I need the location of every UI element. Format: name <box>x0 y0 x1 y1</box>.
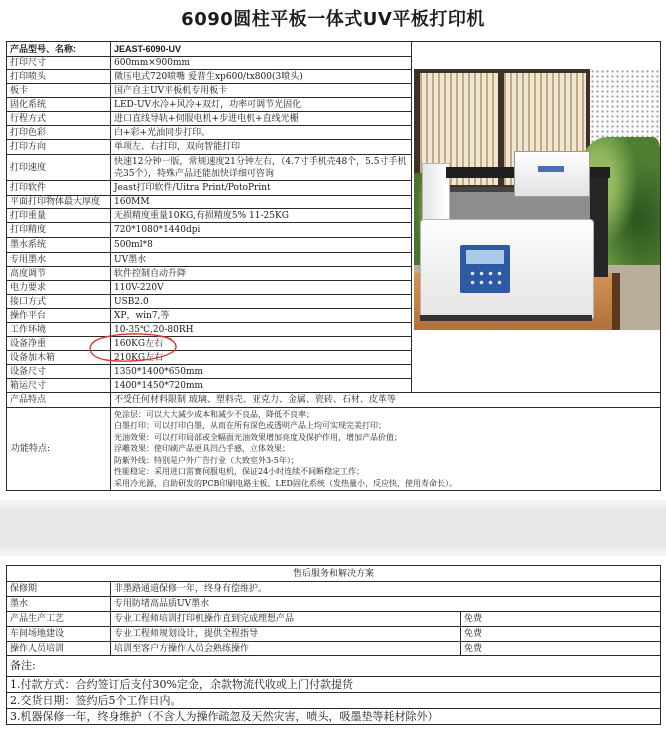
function-line: 白墨打印：可以打印白墨，从而在所有深色或透明产品上均可实现完美打印； <box>114 421 386 431</box>
spec-label: 板卡 <box>7 84 111 98</box>
model-label: 产品型号、名称: <box>7 42 111 57</box>
panel-screen <box>466 250 504 264</box>
features-value: 不受任何材料限制 玻璃、塑料壳、亚克力、金属、瓷砖、石材、皮革等 <box>111 393 661 408</box>
printer-base <box>420 315 592 321</box>
spec-value: 110V-220V <box>111 281 412 295</box>
service-label: 操作人员培训 <box>7 642 111 656</box>
service-title: 售后服务和解决方案 <box>7 566 661 582</box>
printer-carriage <box>514 151 590 197</box>
spec-value: 软件控制自动升降 <box>111 267 412 281</box>
spec-value: 单项左、右打印，双向智能打印 <box>111 140 412 155</box>
spec-value: 进口直线导轨+伺服电机+步进电机+直线光栅 <box>111 112 412 126</box>
note-delivery: 2.交货日期：签约后5个工作日内。 <box>7 693 661 709</box>
spec-label: 固化系统 <box>7 98 111 112</box>
spec-value: 1400*1450*720mm <box>111 379 412 393</box>
service-value: 非墨路通道保修一年，终身有偿维护。 <box>111 582 661 597</box>
function-line: 防紫外线：特别是户外广告行业（大致室外3-5年）； <box>114 455 299 465</box>
spec-value: 500ml*8 <box>111 238 412 253</box>
note-payment: 1.付款方式：合约签订后支付30%定金，余款物流代收或上门付款提货 <box>7 677 661 693</box>
spec-value: USB2.0 <box>111 295 412 309</box>
page-separator <box>0 500 666 556</box>
spec-label: 工作环境 <box>7 323 111 337</box>
spec-value: XP，win7,等 <box>111 309 412 323</box>
spec-value: 无损精度重量10KG,有损精度5% 11-25KG <box>111 209 412 223</box>
spec-label: 打印色彩 <box>7 126 111 140</box>
spec-label: 设备净重 <box>7 337 111 351</box>
function-line: 免涂层：可以大大减少成本和减少不良品，降低不良率； <box>114 409 314 419</box>
service-value: 专业工程师培训打印机操作直到完成理想产品 <box>111 612 461 627</box>
table-leg <box>612 273 620 330</box>
spec-label: 操作平台 <box>7 309 111 323</box>
spec-label: 墨水系统 <box>7 238 111 253</box>
spec-value: 10-35℃,20-80RH <box>111 323 412 337</box>
spec-value: 快速12分钟一版，常规速度21分钟左右，（4.7寸手机壳48个，5.5寸手机壳35个），特殊产品还能加快详细可咨询 <box>111 155 412 181</box>
spec-label: 打印重量 <box>7 209 111 223</box>
spec-value: 160MM <box>111 196 412 209</box>
service-label: 墨水 <box>7 597 111 612</box>
service-fee: 免费 <box>461 642 661 656</box>
notes-label: 备注: <box>7 656 661 677</box>
spec-label: 打印尺寸 <box>7 57 111 70</box>
spec-value: 720*1080*1440dpi <box>111 223 412 238</box>
service-fee: 免费 <box>461 627 661 642</box>
spec-label: 打印方向 <box>7 140 111 155</box>
spec-value: 600mm×900mm <box>111 57 412 70</box>
spec-value: UV墨水 <box>111 253 412 267</box>
spec-value: 210KG左右 <box>111 351 412 365</box>
spec-label: 打印精度 <box>7 223 111 238</box>
service-row-production-process <box>7 612 661 627</box>
spec-label: 行程方式 <box>7 112 111 126</box>
spec-label: 打印速度 <box>7 155 111 181</box>
functions-list <box>111 408 661 491</box>
spec-row-functions <box>7 408 661 491</box>
spec-label: 设备加木箱 <box>7 351 111 365</box>
spec-label: 设备尺寸 <box>7 365 111 379</box>
service-row-workshop-setup <box>7 627 661 642</box>
printer-photo <box>414 69 660 330</box>
carriage-logo <box>538 166 564 172</box>
spec-label: 平面打印物体最大厚度 <box>7 196 111 209</box>
service-title-row <box>7 566 661 582</box>
note-warranty: 3.机器保修一年，终身维护（不含人为操作疏忽及天然灾害，喷头，吸墨垫等耗材除外） <box>7 709 661 725</box>
page-title: 6090圆柱平板一体式UV平板打印机 <box>181 9 485 30</box>
spec-label: 高度调节 <box>7 267 111 281</box>
note-row <box>7 677 661 693</box>
function-line: 浮雕效果：使印刷产品更具凹凸手感，立体效果； <box>114 444 290 454</box>
note-row <box>7 693 661 709</box>
spec-header-row <box>7 42 661 57</box>
spec-value: 国产自主UV平板机专用板卡 <box>111 84 412 98</box>
service-value: 专业工程师规划设计，提供全程指导 <box>111 627 461 642</box>
service-fee: 免费 <box>461 612 661 627</box>
spec-value: 白+彩+光油同步打印。 <box>111 126 412 140</box>
function-line: 性能稳定：采用进口雷赛伺服电机，保证24小时连续不间断稳定工作； <box>114 467 365 477</box>
notes-label-row <box>7 656 661 677</box>
service-label: 产品生产工艺 <box>7 612 111 627</box>
spec-value: 微压电式720喷嘴 爱普生xp600/tx800(3喷头) <box>111 70 412 84</box>
spec-label: 打印软件 <box>7 181 111 196</box>
note-row <box>7 709 661 725</box>
service-row-operator-training <box>7 642 661 656</box>
spec-label: 接口方式 <box>7 295 111 309</box>
spec-value: LED-UV水冷+风冷+双灯，功率可调节光固化 <box>111 98 412 112</box>
panel-buttons <box>468 269 502 287</box>
service-value: 专用防堵高品质UV墨水 <box>111 597 661 612</box>
spec-label: 箱运尺寸 <box>7 379 111 393</box>
spec-value: Jeast打印软件/Uitra Print/PotoPrint <box>111 181 412 196</box>
service-row-ink <box>7 597 661 612</box>
service-table <box>6 565 661 725</box>
service-row-warranty <box>7 582 661 597</box>
functions-label: 功能特点: <box>7 408 111 491</box>
features-label: 产品特点 <box>7 393 111 408</box>
service-label: 车间场地建设 <box>7 627 111 642</box>
function-line: 采用冷光源，自助研发的PCB印刷电路主板、LED固化系统（发热量小，反应快，使用寿命长）。 <box>114 478 457 488</box>
service-value: 培训至客户方操作人员会熟练操作 <box>111 642 461 656</box>
spec-value: 160KG左右 <box>111 337 412 351</box>
function-line: 光油效果：可以打印局部或全幅面光油效果增加亮度及保护作用，增加产品价值； <box>114 432 402 442</box>
service-label: 保修期 <box>7 582 111 597</box>
spec-label: 电力要求 <box>7 281 111 295</box>
spec-label: 打印喷头 <box>7 70 111 84</box>
spec-label: 专用墨水 <box>7 253 111 267</box>
spec-value: 1350*1400*650mm <box>111 365 412 379</box>
spec-row-features <box>7 393 661 408</box>
model-value: JEAST-6090-UV <box>111 42 412 57</box>
